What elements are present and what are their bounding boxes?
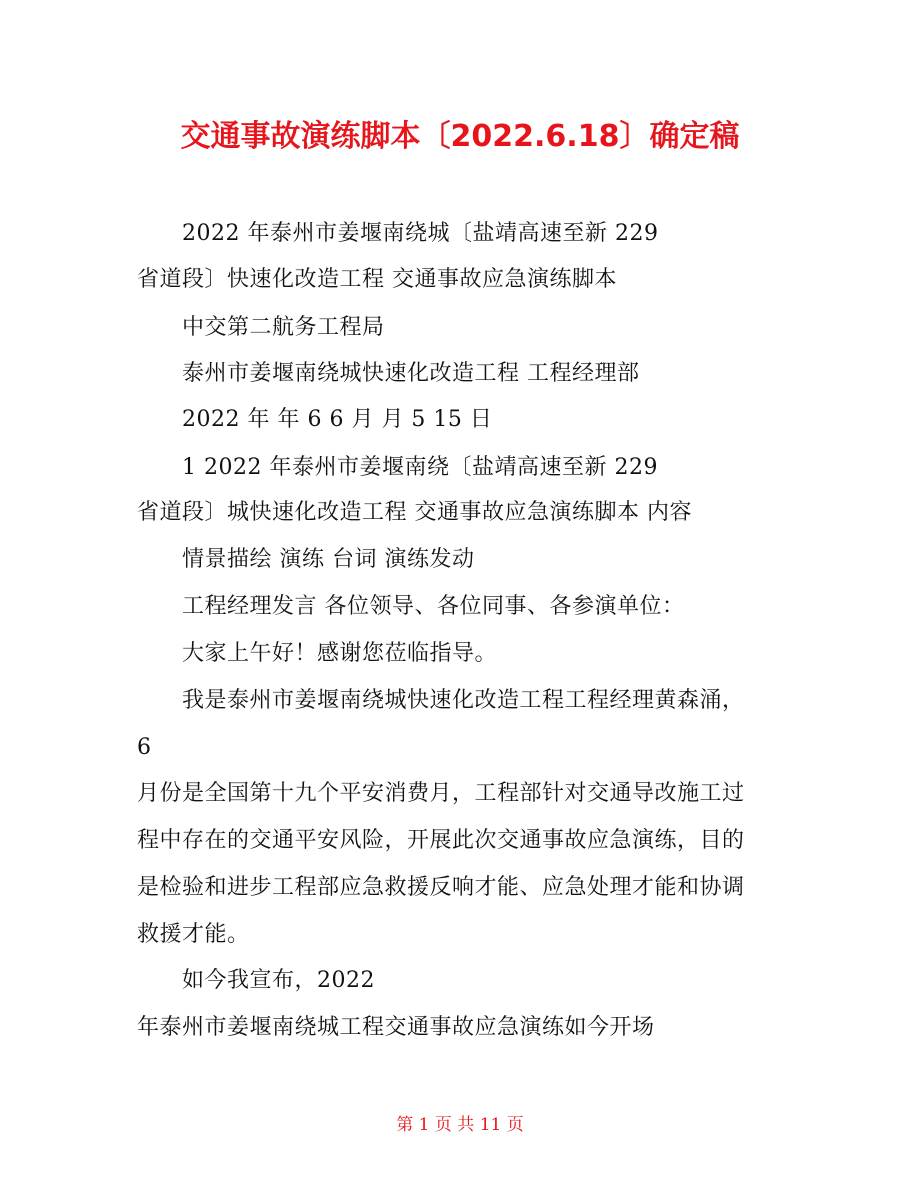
body-line: 工程经理发言 各位领导、各位同事、各参演单位： — [182, 594, 685, 619]
body-line: 泰州市姜堰南绕城快速化改造工程 工程经理部 — [182, 361, 640, 386]
body-line: 情景描绘 演练 台词 演练发动 — [182, 547, 475, 572]
document-title: 交通事故演练脚本〔2022.6.18〕确定稿 — [180, 119, 740, 154]
body-line: 中交第二航务工程局 — [182, 315, 385, 340]
body-line: 月份是全国第十九个平安消费月，工程部针对交通导改施工过 — [137, 781, 745, 806]
body-line: 2022 年泰州市姜堰南绕城〔盐靖高速至新 229 — [182, 221, 659, 246]
body-line: 省道段〕快速化改造工程 交通事故应急演练脚本 — [137, 267, 617, 292]
body-line: 救援才能。 — [137, 922, 250, 947]
body-line: 省道段〕城快速化改造工程 交通事故应急演练脚本 内容 — [137, 500, 692, 525]
page-footer: 第 1 页 共 11 页 — [396, 1115, 524, 1135]
body-line: 我是泰州市姜堰南绕城快速化改造工程工程经理黄森涌， — [182, 688, 745, 713]
body-line: 大家上午好！感谢您莅临指导。 — [182, 641, 498, 666]
body-line: 2022 年 年 6 6 月 月 5 15 日 — [182, 407, 493, 432]
body-line: 程中存在的交通平安风险，开展此次交通事故应急演练，目的 — [137, 828, 745, 853]
body-line: 6 — [137, 735, 152, 760]
body-line: 年泰州市姜堰南绕城工程交通事故应急演练如今开场 — [137, 1015, 655, 1040]
body-line: 是检验和进步工程部应急救援反响才能、应急处理才能和协调 — [137, 875, 745, 900]
body-line: 1 2022 年泰州市姜堰南绕〔盐靖高速至新 229 — [182, 455, 658, 480]
body-line: 如今我宣布，2022 — [182, 968, 375, 993]
